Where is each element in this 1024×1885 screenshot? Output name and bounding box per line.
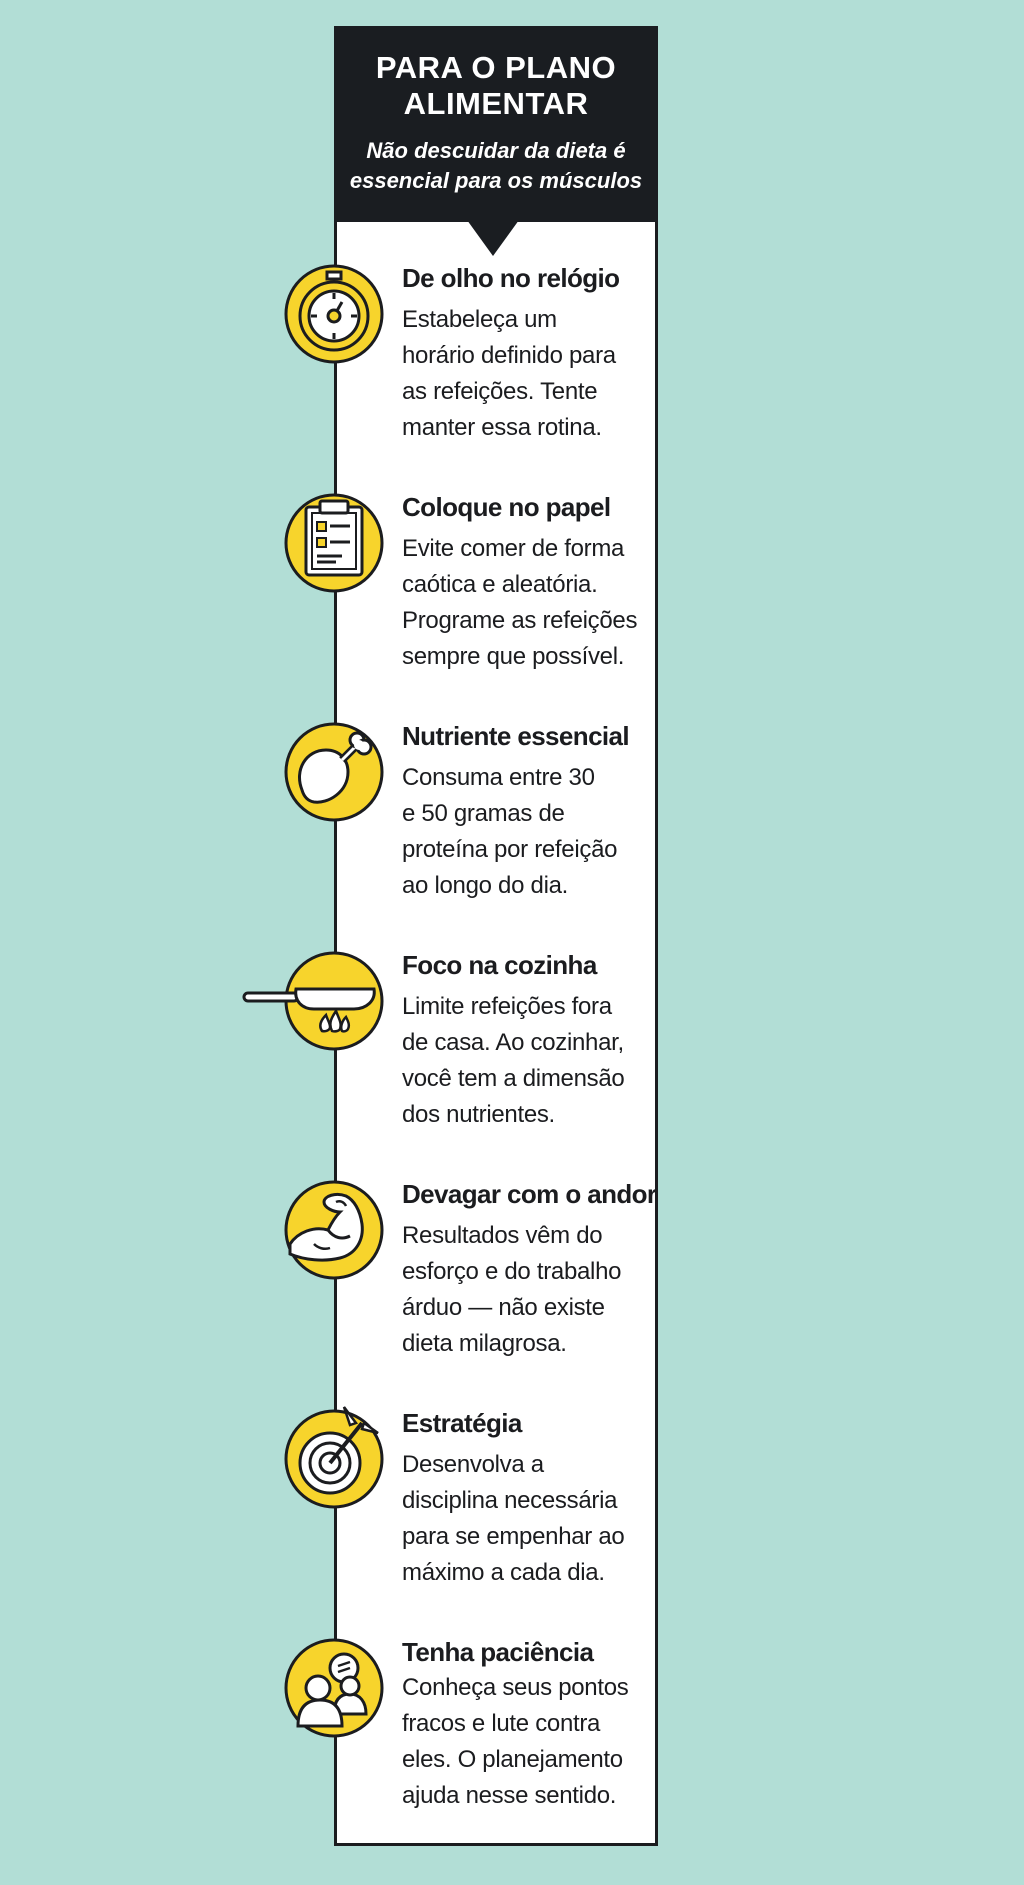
header-subtitle-line-2: essencial para os músculos	[349, 168, 643, 193]
header-subtitle-line-1: Não descuidar da dieta é	[366, 138, 626, 163]
people-thinking-icon	[284, 1636, 384, 1736]
flexed-bicep-icon	[284, 1178, 384, 1278]
tip-body-line: as refeições. Tente	[402, 378, 598, 405]
header-title	[334, 50, 658, 122]
tip-body-line: Programe as refeições	[402, 607, 638, 634]
header-banner	[334, 26, 658, 222]
tip-body	[402, 989, 642, 1133]
tip-body-line: caótica e aleatória.	[402, 571, 598, 598]
tip-body	[402, 1447, 642, 1591]
tip-body-line: ajuda nesse sentido.	[402, 1782, 617, 1809]
header-subtitle	[334, 136, 658, 196]
tip-body-line: disciplina necessária	[402, 1487, 618, 1514]
tip-body-line: esforço e do trabalho	[402, 1258, 622, 1285]
tip-body-line: de casa. Ao cozinhar,	[402, 1029, 624, 1056]
tip-title: Nutriente essencial	[402, 721, 630, 751]
tip-body-line: proteína por refeição	[402, 836, 618, 863]
tip-body	[402, 531, 642, 675]
tip-title: Devagar com o andor	[402, 1179, 657, 1209]
tip-body-line: Desenvolva a	[402, 1451, 544, 1478]
tip-body-line: para se empenhar ao	[402, 1523, 625, 1550]
tip-body-line: eles. O planejamento	[402, 1746, 623, 1773]
tip-title: De olho no relógio	[402, 263, 620, 293]
tip-body-line: Estabeleça um	[402, 306, 557, 333]
header-title-line-2: ALIMENTAR	[403, 86, 589, 121]
tip-body	[402, 1670, 642, 1814]
tip-body	[402, 760, 642, 904]
header-title-line-1: PARA O PLANO	[375, 50, 617, 85]
tip-body-line: Limite refeições fora	[402, 993, 612, 1020]
tip-body-line: e 50 gramas de	[402, 800, 565, 827]
clipboard-checklist-icon	[284, 491, 384, 591]
tip-title: Coloque no papel	[402, 492, 611, 522]
tip-body-line: fracos e lute contra	[402, 1710, 601, 1737]
tip-body-line: dos nutrientes.	[402, 1101, 555, 1128]
tip-body-line: manter essa rotina.	[402, 414, 602, 441]
tip-body-line: ao longo do dia.	[402, 872, 569, 899]
tip-body	[402, 302, 642, 446]
tip-body	[402, 1218, 642, 1362]
tip-title: Foco na cozinha	[402, 950, 597, 980]
tip-body-line: árduo — não existe	[402, 1294, 605, 1321]
tip-body-line: dieta milagrosa.	[402, 1330, 567, 1357]
tip-body-line: Consuma entre 30	[402, 764, 595, 791]
chicken-leg-icon	[284, 720, 384, 820]
tip-body-line: horário definido para	[402, 342, 616, 369]
header-pointer	[467, 220, 519, 256]
target-arrow-icon	[284, 1407, 384, 1507]
frying-pan-flame-icon	[284, 949, 384, 1049]
tip-title: Tenha paciência	[402, 1637, 594, 1667]
tip-body-line: Evite comer de forma	[402, 535, 625, 562]
tip-title: Estratégia	[402, 1408, 522, 1438]
stopwatch-icon	[284, 262, 384, 362]
tip-body-line: sempre que possível.	[402, 643, 625, 670]
tip-body-line: Resultados vêm do	[402, 1222, 603, 1249]
tip-body-line: máximo a cada dia.	[402, 1559, 605, 1586]
tip-body-line: você tem a dimensão	[402, 1065, 625, 1092]
tip-body-line: Conheça seus pontos	[402, 1674, 629, 1701]
